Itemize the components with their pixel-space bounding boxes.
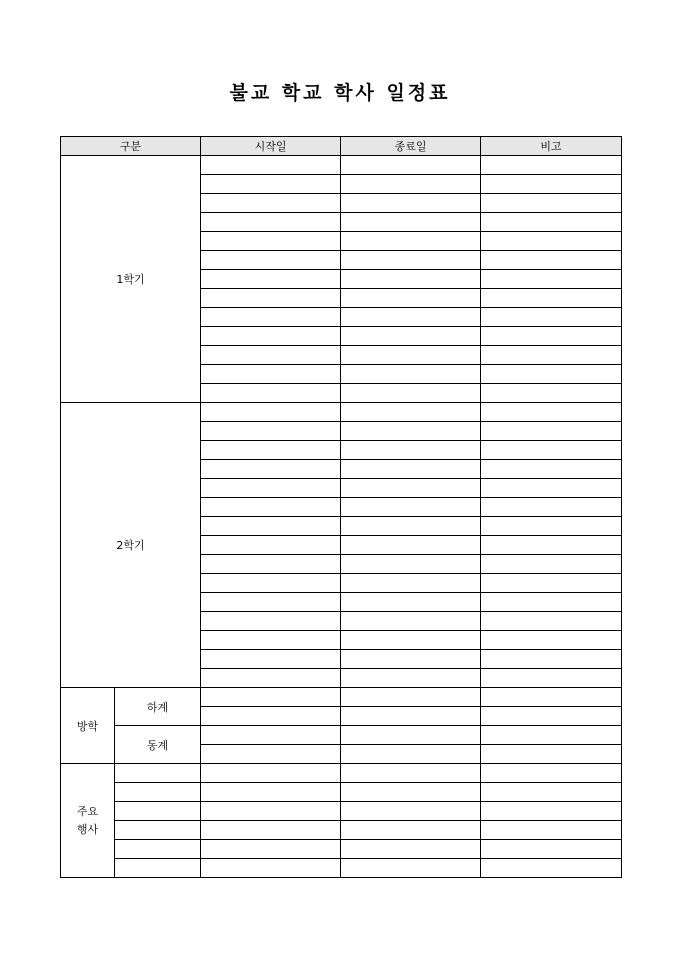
note-cell[interactable] <box>481 365 622 384</box>
note-cell[interactable] <box>481 536 622 555</box>
start-date-cell[interactable] <box>201 764 341 783</box>
table-row <box>61 802 622 821</box>
start-date-cell[interactable] <box>201 403 341 422</box>
start-date-cell[interactable] <box>201 175 341 194</box>
start-date-cell[interactable] <box>201 726 341 745</box>
start-date-cell[interactable] <box>201 213 341 232</box>
summer-vacation-label: 하계 <box>115 688 201 726</box>
table-row <box>61 403 622 422</box>
note-cell[interactable] <box>481 612 622 631</box>
start-date-cell[interactable] <box>201 460 341 479</box>
end-date-cell[interactable] <box>341 308 481 327</box>
start-date-cell[interactable] <box>201 593 341 612</box>
end-date-cell[interactable] <box>341 194 481 213</box>
end-date-cell[interactable] <box>341 460 481 479</box>
table-row <box>61 688 622 707</box>
end-date-cell[interactable] <box>341 213 481 232</box>
note-cell[interactable] <box>481 327 622 346</box>
note-cell[interactable] <box>481 707 622 726</box>
start-date-cell[interactable] <box>201 479 341 498</box>
event-name-cell[interactable] <box>115 764 201 783</box>
note-cell[interactable] <box>481 422 622 441</box>
header-category: 구분 <box>61 137 201 156</box>
end-date-cell[interactable] <box>341 232 481 251</box>
end-date-cell[interactable] <box>341 441 481 460</box>
end-date-cell[interactable] <box>341 270 481 289</box>
note-cell[interactable] <box>481 821 622 840</box>
semester-1-label: 1학기 <box>61 156 201 403</box>
table-row <box>61 156 622 175</box>
end-date-cell[interactable] <box>341 783 481 802</box>
note-cell[interactable] <box>481 194 622 213</box>
end-date-cell[interactable] <box>341 517 481 536</box>
start-date-cell[interactable] <box>201 821 341 840</box>
end-date-cell[interactable] <box>341 251 481 270</box>
header-start-date: 시작일 <box>201 137 341 156</box>
start-date-cell[interactable] <box>201 232 341 251</box>
start-date-cell[interactable] <box>201 498 341 517</box>
table-row <box>61 859 622 878</box>
end-date-cell[interactable] <box>341 688 481 707</box>
start-date-cell[interactable] <box>201 574 341 593</box>
winter-vacation-label: 동계 <box>115 726 201 764</box>
start-date-cell[interactable] <box>201 650 341 669</box>
end-date-cell[interactable] <box>341 403 481 422</box>
table-row <box>61 726 622 745</box>
end-date-cell[interactable] <box>341 821 481 840</box>
start-date-cell[interactable] <box>201 289 341 308</box>
note-cell[interactable] <box>481 688 622 707</box>
end-date-cell[interactable] <box>341 574 481 593</box>
semester-2-label: 2학기 <box>61 403 201 688</box>
start-date-cell[interactable] <box>201 859 341 878</box>
note-cell[interactable] <box>481 460 622 479</box>
note-cell[interactable] <box>481 384 622 403</box>
note-cell[interactable] <box>481 156 622 175</box>
table-row <box>61 783 622 802</box>
start-date-cell[interactable] <box>201 840 341 859</box>
start-date-cell[interactable] <box>201 384 341 403</box>
end-date-cell[interactable] <box>341 631 481 650</box>
note-cell[interactable] <box>481 251 622 270</box>
main-events-label-line1: 주요 <box>76 804 99 818</box>
note-cell[interactable] <box>481 441 622 460</box>
vacation-label: 방학 <box>61 688 115 764</box>
start-date-cell[interactable] <box>201 745 341 764</box>
end-date-cell[interactable] <box>341 707 481 726</box>
table-row <box>61 821 622 840</box>
end-date-cell[interactable] <box>341 175 481 194</box>
note-cell[interactable] <box>481 555 622 574</box>
table-row <box>61 764 622 783</box>
start-date-cell[interactable] <box>201 517 341 536</box>
start-date-cell[interactable] <box>201 422 341 441</box>
schedule-table <box>60 136 622 878</box>
event-name-cell[interactable] <box>115 783 201 802</box>
start-date-cell[interactable] <box>201 783 341 802</box>
note-cell[interactable] <box>481 403 622 422</box>
end-date-cell[interactable] <box>341 745 481 764</box>
end-date-cell[interactable] <box>341 840 481 859</box>
note-cell[interactable] <box>481 859 622 878</box>
header-note: 비고 <box>481 137 622 156</box>
end-date-cell[interactable] <box>341 650 481 669</box>
end-date-cell[interactable] <box>341 498 481 517</box>
note-cell[interactable] <box>481 669 622 688</box>
start-date-cell[interactable] <box>201 194 341 213</box>
end-date-cell[interactable] <box>341 764 481 783</box>
end-date-cell[interactable] <box>341 156 481 175</box>
main-events-label-line2: 행사 <box>76 822 99 836</box>
note-cell[interactable] <box>481 631 622 650</box>
end-date-cell[interactable] <box>341 479 481 498</box>
note-cell[interactable] <box>481 650 622 669</box>
event-name-cell[interactable] <box>115 840 201 859</box>
start-date-cell[interactable] <box>201 270 341 289</box>
note-cell[interactable] <box>481 270 622 289</box>
end-date-cell[interactable] <box>341 365 481 384</box>
note-cell[interactable] <box>481 479 622 498</box>
start-date-cell[interactable] <box>201 669 341 688</box>
event-name-cell[interactable] <box>115 859 201 878</box>
start-date-cell[interactable] <box>201 688 341 707</box>
end-date-cell[interactable] <box>341 669 481 688</box>
note-cell[interactable] <box>481 346 622 365</box>
note-cell[interactable] <box>481 213 622 232</box>
end-date-cell[interactable] <box>341 384 481 403</box>
note-cell[interactable] <box>481 802 622 821</box>
note-cell[interactable] <box>481 289 622 308</box>
note-cell[interactable] <box>481 574 622 593</box>
start-date-cell[interactable] <box>201 365 341 384</box>
end-date-cell[interactable] <box>341 859 481 878</box>
end-date-cell[interactable] <box>341 555 481 574</box>
note-cell[interactable] <box>481 175 622 194</box>
note-cell[interactable] <box>481 726 622 745</box>
note-cell[interactable] <box>481 783 622 802</box>
start-date-cell[interactable] <box>201 555 341 574</box>
end-date-cell[interactable] <box>341 346 481 365</box>
note-cell[interactable] <box>481 498 622 517</box>
main-events-label <box>61 764 115 878</box>
note-cell[interactable] <box>481 517 622 536</box>
end-date-cell[interactable] <box>341 802 481 821</box>
start-date-cell[interactable] <box>201 707 341 726</box>
end-date-cell[interactable] <box>341 536 481 555</box>
note-cell[interactable] <box>481 745 622 764</box>
event-name-cell[interactable] <box>115 821 201 840</box>
end-date-cell[interactable] <box>341 593 481 612</box>
start-date-cell[interactable] <box>201 308 341 327</box>
table-row <box>61 840 622 859</box>
page-title: 불교 학교 학사 일정표 <box>229 82 451 104</box>
header-end-date: 종료일 <box>341 137 481 156</box>
start-date-cell[interactable] <box>201 327 341 346</box>
start-date-cell[interactable] <box>201 251 341 270</box>
note-cell[interactable] <box>481 764 622 783</box>
start-date-cell[interactable] <box>201 346 341 365</box>
event-name-cell[interactable] <box>115 802 201 821</box>
start-date-cell[interactable] <box>201 536 341 555</box>
start-date-cell[interactable] <box>201 441 341 460</box>
start-date-cell[interactable] <box>201 612 341 631</box>
end-date-cell[interactable] <box>341 422 481 441</box>
end-date-cell[interactable] <box>341 327 481 346</box>
note-cell[interactable] <box>481 593 622 612</box>
end-date-cell[interactable] <box>341 612 481 631</box>
start-date-cell[interactable] <box>201 631 341 650</box>
note-cell[interactable] <box>481 840 622 859</box>
end-date-cell[interactable] <box>341 289 481 308</box>
note-cell[interactable] <box>481 232 622 251</box>
note-cell[interactable] <box>481 308 622 327</box>
start-date-cell[interactable] <box>201 802 341 821</box>
end-date-cell[interactable] <box>341 726 481 745</box>
start-date-cell[interactable] <box>201 156 341 175</box>
